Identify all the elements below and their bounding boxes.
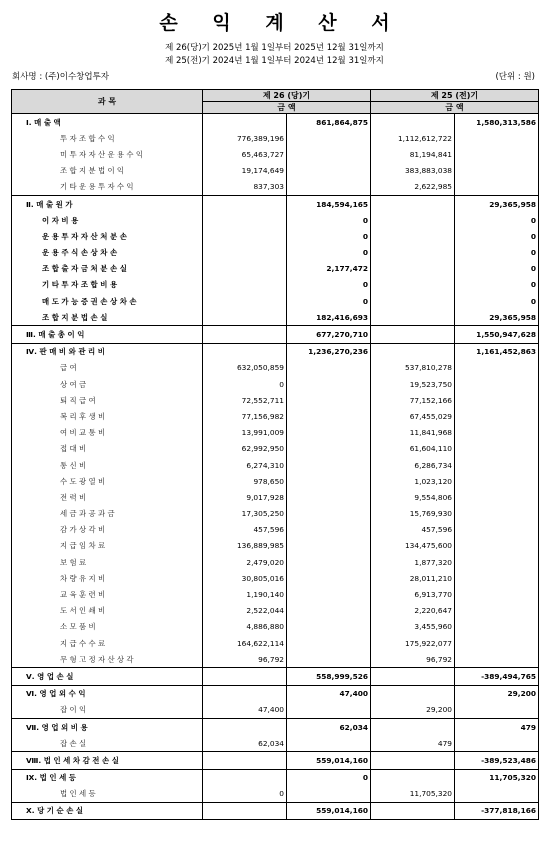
current-total-amount — [287, 425, 371, 441]
income-statement-table — [11, 89, 539, 820]
current-total-amount: 182,416,693 — [287, 309, 371, 326]
account-label: 운 용 투 자 자 산 처 분 손 — [12, 228, 203, 244]
current-detail-amount: 47,400 — [203, 702, 287, 719]
statement-row — [12, 326, 539, 343]
prior-total-amount: 1,580,313,586 — [455, 114, 539, 131]
statement-row — [12, 554, 539, 570]
account-label: 교 육 훈 련 비 — [12, 586, 203, 602]
prior-total-amount — [455, 425, 539, 441]
statement-row — [12, 570, 539, 586]
prior-detail-amount: 457,596 — [371, 522, 455, 538]
current-detail-amount — [203, 212, 287, 228]
account-label: 복 리 후 생 비 — [12, 408, 203, 424]
statement-row — [12, 212, 539, 228]
statement-row — [12, 786, 539, 803]
account-header: 과 목 — [12, 90, 203, 114]
statement-row — [12, 506, 539, 522]
account-label: 퇴 직 급 여 — [12, 392, 203, 408]
statement-row — [12, 702, 539, 719]
statement-row — [12, 769, 539, 786]
account-label: 매 도 가 능 증 권 손 상 차 손 — [12, 293, 203, 309]
current-total-amount: 677,270,710 — [287, 326, 371, 343]
prior-detail-amount: 67,455,029 — [371, 408, 455, 424]
statement-row — [12, 685, 539, 702]
statement-row — [12, 376, 539, 392]
prior-detail-amount: 96,792 — [371, 651, 455, 668]
prior-total-amount — [455, 376, 539, 392]
current-detail-amount — [203, 802, 287, 819]
statement-row — [12, 522, 539, 538]
statement-row — [12, 130, 539, 146]
current-detail-amount — [203, 114, 287, 131]
current-total-amount: 559,014,160 — [287, 752, 371, 769]
account-label: Ⅹ. 당 기 순 손 실 — [12, 802, 203, 819]
prior-detail-amount: 1,877,320 — [371, 554, 455, 570]
prior-total-amount: 1,161,452,863 — [455, 343, 539, 360]
current-detail-amount: 72,552,711 — [203, 392, 287, 408]
prior-detail-amount: 6,286,734 — [371, 457, 455, 473]
statement-row — [12, 408, 539, 424]
current-detail-amount: 62,992,950 — [203, 441, 287, 457]
prior-detail-amount — [371, 668, 455, 685]
account-label: Ⅰ. 매 출 액 — [12, 114, 203, 131]
current-total-amount: 0 — [287, 277, 371, 293]
prior-detail-amount: 11,841,968 — [371, 425, 455, 441]
current-total-amount — [287, 651, 371, 668]
current-amount-header: 금 액 — [203, 102, 371, 114]
current-detail-amount: 6,274,310 — [203, 457, 287, 473]
prior-total-amount: 29,200 — [455, 685, 539, 702]
prior-total-amount — [455, 702, 539, 719]
prior-detail-amount — [371, 114, 455, 131]
prior-total-amount — [455, 146, 539, 162]
prior-amount-header: 금 액 — [371, 102, 539, 114]
prior-total-amount: 0 — [455, 277, 539, 293]
prior-detail-amount: 1,112,612,722 — [371, 130, 455, 146]
prior-detail-amount — [371, 212, 455, 228]
account-label: 소 모 품 비 — [12, 619, 203, 635]
prior-total-amount — [455, 360, 539, 376]
prior-total-amount — [455, 392, 539, 408]
current-detail-amount: 164,622,114 — [203, 635, 287, 651]
current-detail-amount: 13,991,009 — [203, 425, 287, 441]
current-total-amount: 0 — [287, 245, 371, 261]
prior-total-amount — [455, 554, 539, 570]
current-detail-amount: 65,463,727 — [203, 146, 287, 162]
current-total-amount: 47,400 — [287, 685, 371, 702]
current-detail-amount — [203, 668, 287, 685]
prior-total-amount: 29,365,958 — [455, 309, 539, 326]
account-label: 전 력 비 — [12, 489, 203, 505]
statement-row — [12, 392, 539, 408]
prior-total-amount: 1,550,947,628 — [455, 326, 539, 343]
account-label: 조 합 지 분 법 손 실 — [12, 309, 203, 326]
prior-detail-amount: 29,200 — [371, 702, 455, 719]
current-detail-amount — [203, 261, 287, 277]
account-label: 조 합 출 자 금 처 분 손 실 — [12, 261, 203, 277]
statement-row — [12, 163, 539, 179]
current-total-amount — [287, 522, 371, 538]
current-detail-amount — [203, 195, 287, 212]
prior-total-amount: 0 — [455, 228, 539, 244]
current-total-amount: 861,864,875 — [287, 114, 371, 131]
current-total-amount — [287, 538, 371, 554]
prior-detail-amount — [371, 718, 455, 735]
prior-total-amount — [455, 651, 539, 668]
prior-detail-amount — [371, 293, 455, 309]
current-total-amount — [287, 441, 371, 457]
prior-detail-amount: 9,554,806 — [371, 489, 455, 505]
current-detail-amount: 17,305,250 — [203, 506, 287, 522]
account-label: 법 인 세 등 — [12, 786, 203, 803]
unit-label: (단위 : 원) — [495, 72, 535, 82]
current-detail-amount: 62,034 — [203, 735, 287, 752]
prior-total-amount — [455, 786, 539, 803]
prior-total-amount — [455, 735, 539, 752]
current-total-amount — [287, 635, 371, 651]
account-label: Ⅸ. 법 인 세 등 — [12, 769, 203, 786]
prior-detail-amount — [371, 802, 455, 819]
prior-detail-amount — [371, 245, 455, 261]
current-total-amount: 0 — [287, 769, 371, 786]
prior-detail-amount: 537,810,278 — [371, 360, 455, 376]
prior-total-amount — [455, 570, 539, 586]
prior-detail-amount: 175,922,077 — [371, 635, 455, 651]
prior-total-amount — [455, 538, 539, 554]
current-total-amount — [287, 376, 371, 392]
prior-detail-amount: 77,152,166 — [371, 392, 455, 408]
statement-row — [12, 457, 539, 473]
prior-total-amount — [455, 163, 539, 179]
statement-row — [12, 277, 539, 293]
current-total-amount: 0 — [287, 212, 371, 228]
prior-total-amount: -389,523,486 — [455, 752, 539, 769]
statement-row — [12, 538, 539, 554]
current-detail-amount: 978,650 — [203, 473, 287, 489]
current-total-amount — [287, 619, 371, 635]
account-label: Ⅶ. 영 업 외 비 용 — [12, 718, 203, 735]
current-total-amount — [287, 392, 371, 408]
account-label: 도 서 인 쇄 비 — [12, 603, 203, 619]
prior-total-amount: 0 — [455, 261, 539, 277]
prior-total-amount: 0 — [455, 212, 539, 228]
statement-row — [12, 668, 539, 685]
current-detail-amount: 136,889,985 — [203, 538, 287, 554]
prior-total-amount — [455, 179, 539, 196]
account-label: 감 가 상 각 비 — [12, 522, 203, 538]
prior-total-amount — [455, 586, 539, 602]
current-detail-amount: 0 — [203, 376, 287, 392]
account-label: Ⅲ. 매 출 총 이 익 — [12, 326, 203, 343]
prior-total-amount — [455, 635, 539, 651]
statement-row — [12, 441, 539, 457]
prior-detail-amount: 3,455,960 — [371, 619, 455, 635]
current-detail-amount: 19,174,649 — [203, 163, 287, 179]
statement-row — [12, 179, 539, 196]
current-detail-amount: 0 — [203, 786, 287, 803]
current-total-amount — [287, 473, 371, 489]
current-total-amount — [287, 586, 371, 602]
prior-detail-amount — [371, 752, 455, 769]
statement-row — [12, 195, 539, 212]
statement-title: 손 익 계 산 서 — [159, 12, 404, 34]
current-detail-amount: 4,886,880 — [203, 619, 287, 635]
prior-detail-amount: 61,604,110 — [371, 441, 455, 457]
current-total-amount — [287, 360, 371, 376]
current-detail-amount — [203, 718, 287, 735]
statement-row — [12, 718, 539, 735]
statement-row — [12, 603, 539, 619]
prior-detail-amount — [371, 309, 455, 326]
prior-detail-amount — [371, 685, 455, 702]
current-total-amount: 62,034 — [287, 718, 371, 735]
account-label: Ⅳ. 판 매 비 와 관 리 비 — [12, 343, 203, 360]
account-label: Ⅷ. 법 인 세 차 감 전 손 실 — [12, 752, 203, 769]
current-detail-amount — [203, 228, 287, 244]
current-detail-amount: 30,805,016 — [203, 570, 287, 586]
current-total-amount — [287, 702, 371, 719]
prior-total-amount: 0 — [455, 293, 539, 309]
statement-row — [12, 245, 539, 261]
current-total-amount: 558,999,526 — [287, 668, 371, 685]
prior-total-amount: 0 — [455, 245, 539, 261]
current-total-amount: 0 — [287, 228, 371, 244]
company-name: 회사명 : (주)이수창업투자 — [12, 72, 110, 82]
account-label: 급 여 — [12, 360, 203, 376]
statement-body — [12, 114, 539, 820]
current-detail-amount: 457,596 — [203, 522, 287, 538]
current-detail-amount — [203, 293, 287, 309]
current-detail-amount: 776,389,196 — [203, 130, 287, 146]
prior-total-amount — [455, 408, 539, 424]
prior-detail-amount — [371, 343, 455, 360]
current-detail-amount: 9,017,928 — [203, 489, 287, 505]
current-detail-amount: 2,479,020 — [203, 554, 287, 570]
current-total-amount — [287, 554, 371, 570]
prior-total-amount: 11,705,320 — [455, 769, 539, 786]
current-detail-amount — [203, 277, 287, 293]
prior-total-amount — [455, 457, 539, 473]
current-detail-amount: 837,303 — [203, 179, 287, 196]
prior-period-header: 제 25 (전)기 — [371, 90, 539, 102]
statement-row — [12, 473, 539, 489]
account-label: 보 험 료 — [12, 554, 203, 570]
current-total-amount — [287, 506, 371, 522]
current-total-amount — [287, 408, 371, 424]
prior-detail-amount: 2,622,985 — [371, 179, 455, 196]
current-total-amount — [287, 179, 371, 196]
prior-total-amount — [455, 506, 539, 522]
current-detail-amount: 632,050,859 — [203, 360, 287, 376]
statement-row — [12, 425, 539, 441]
prior-detail-amount: 28,011,210 — [371, 570, 455, 586]
statement-row — [12, 635, 539, 651]
prior-detail-amount: 1,023,120 — [371, 473, 455, 489]
prior-total-amount: -389,494,765 — [455, 668, 539, 685]
statement-row — [12, 114, 539, 131]
prior-detail-amount: 134,475,600 — [371, 538, 455, 554]
current-detail-amount: 77,156,982 — [203, 408, 287, 424]
statement-row — [12, 489, 539, 505]
account-label: 기 타 운 용 투 자 수 익 — [12, 179, 203, 196]
prior-detail-amount — [371, 326, 455, 343]
prior-total-amount — [455, 130, 539, 146]
account-label: 지 급 수 수 료 — [12, 635, 203, 651]
statement-row — [12, 261, 539, 277]
statement-row — [12, 735, 539, 752]
current-total-amount — [287, 146, 371, 162]
statement-row — [12, 802, 539, 819]
current-period-header: 제 26 (당)기 — [203, 90, 371, 102]
account-label: 운 용 주 식 손 상 차 손 — [12, 245, 203, 261]
prior-detail-amount: 81,194,841 — [371, 146, 455, 162]
current-detail-amount: 96,792 — [203, 651, 287, 668]
current-total-amount: 2,177,472 — [287, 261, 371, 277]
account-label: 지 급 임 차 료 — [12, 538, 203, 554]
current-total-amount: 184,594,165 — [287, 195, 371, 212]
current-detail-amount — [203, 245, 287, 261]
current-detail-amount — [203, 326, 287, 343]
account-label: 투 자 조 합 수 익 — [12, 130, 203, 146]
prior-total-amount — [455, 489, 539, 505]
prior-detail-amount: 19,523,750 — [371, 376, 455, 392]
current-total-amount — [287, 163, 371, 179]
prior-total-amount — [455, 473, 539, 489]
statement-row — [12, 343, 539, 360]
current-total-amount — [287, 457, 371, 473]
account-label: 조 합 지 분 법 이 익 — [12, 163, 203, 179]
prior-detail-amount: 383,883,038 — [371, 163, 455, 179]
prior-detail-amount — [371, 195, 455, 212]
statement-row — [12, 752, 539, 769]
account-label: Ⅵ. 영 업 외 수 익 — [12, 685, 203, 702]
prior-detail-amount — [371, 228, 455, 244]
statement-row — [12, 360, 539, 376]
prior-detail-amount: 2,220,647 — [371, 603, 455, 619]
account-label: 접 대 비 — [12, 441, 203, 457]
prior-total-amount — [455, 619, 539, 635]
account-label: 수 도 광 열 비 — [12, 473, 203, 489]
prior-total-amount — [455, 603, 539, 619]
statement-row — [12, 619, 539, 635]
current-total-amount: 0 — [287, 293, 371, 309]
current-detail-amount: 2,522,044 — [203, 603, 287, 619]
current-detail-amount — [203, 752, 287, 769]
prior-detail-amount: 479 — [371, 735, 455, 752]
statement-row — [12, 293, 539, 309]
current-detail-amount — [203, 343, 287, 360]
statement-row — [12, 309, 539, 326]
prior-period-line: 제 25(전)기 2024년 1월 1일부터 2024년 12월 31일까지 — [165, 56, 384, 66]
prior-total-amount: 29,365,958 — [455, 195, 539, 212]
prior-detail-amount: 6,913,770 — [371, 586, 455, 602]
current-total-amount — [287, 570, 371, 586]
account-label: Ⅱ. 매 출 원 가 — [12, 195, 203, 212]
account-label: 기 타 투 자 조 합 비 용 — [12, 277, 203, 293]
account-label: 이 자 비 용 — [12, 212, 203, 228]
statement-row — [12, 651, 539, 668]
statement-row — [12, 228, 539, 244]
account-label: Ⅴ. 영 업 손 실 — [12, 668, 203, 685]
account-label: 잡 손 실 — [12, 735, 203, 752]
statement-row — [12, 146, 539, 162]
prior-total-amount — [455, 522, 539, 538]
current-total-amount — [287, 786, 371, 803]
account-label: 통 신 비 — [12, 457, 203, 473]
current-detail-amount: 1,190,140 — [203, 586, 287, 602]
prior-detail-amount — [371, 261, 455, 277]
prior-detail-amount — [371, 277, 455, 293]
prior-total-amount: -377,818,166 — [455, 802, 539, 819]
prior-detail-amount — [371, 769, 455, 786]
current-detail-amount — [203, 309, 287, 326]
current-total-amount — [287, 130, 371, 146]
prior-total-amount: 479 — [455, 718, 539, 735]
current-total-amount: 559,014,160 — [287, 802, 371, 819]
current-total-amount — [287, 735, 371, 752]
account-label: 여 비 교 통 비 — [12, 425, 203, 441]
account-label: 잡 이 익 — [12, 702, 203, 719]
account-label: 차 량 유 지 비 — [12, 570, 203, 586]
statement-row — [12, 586, 539, 602]
current-total-amount — [287, 489, 371, 505]
prior-detail-amount: 15,769,930 — [371, 506, 455, 522]
current-detail-amount — [203, 769, 287, 786]
current-period-line: 제 26(당)기 2025년 1월 1일부터 2025년 12월 31일까지 — [165, 43, 384, 53]
current-total-amount: 1,236,270,236 — [287, 343, 371, 360]
account-label: 미 투 자 자 산 운 용 수 익 — [12, 146, 203, 162]
current-detail-amount — [203, 685, 287, 702]
account-label: 상 여 금 — [12, 376, 203, 392]
prior-total-amount — [455, 441, 539, 457]
prior-detail-amount: 11,705,320 — [371, 786, 455, 803]
account-label: 무 형 고 정 자 산 상 각 — [12, 651, 203, 668]
current-total-amount — [287, 603, 371, 619]
account-label: 세 금 과 공 과 금 — [12, 506, 203, 522]
